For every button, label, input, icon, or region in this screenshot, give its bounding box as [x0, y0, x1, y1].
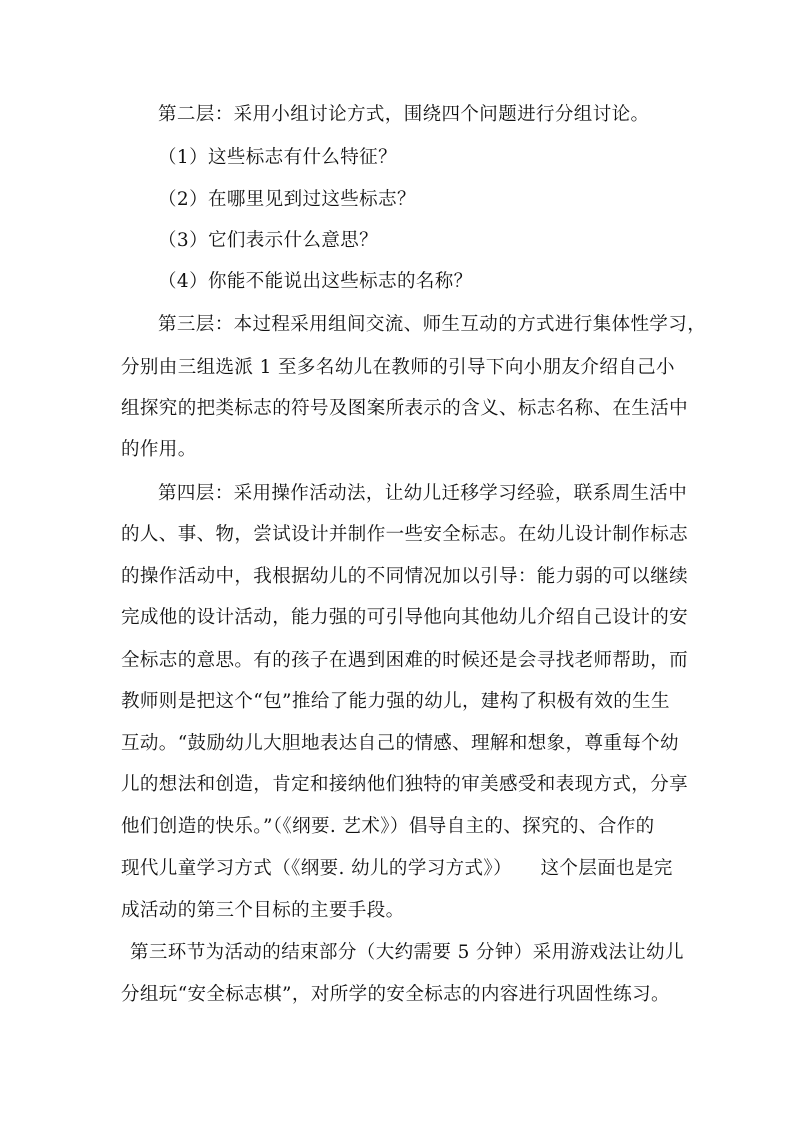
- paragraph-line: 第二层：采用小组讨论方式，围绕四个问题进行分组讨论。: [158, 104, 650, 125]
- paragraph-line: 现代儿童学习方式（《纲要. 幼儿的学习方式》） 这个层面也是完: [121, 858, 673, 879]
- paragraph-line: 互动。“鼓励幼儿大胆地表达自己的情感、理解和想象，尊重每个幼: [121, 733, 679, 754]
- list-item: （1）这些标志有什么特征？: [158, 147, 397, 168]
- paragraph-line: 的操作活动中，我根据幼儿的不同情况加以引导：能力弱的可以继续: [121, 566, 689, 587]
- paragraph-line: 分别由三组选派 1 至多名幼儿在教师的引导下向小朋友介绍自己小: [121, 357, 675, 378]
- list-item: （2）在哪里见到过这些标志？: [158, 189, 416, 210]
- paragraph-line: 全标志的意思。有的孩子在遇到困难的时候还是会寻找老师帮助，而: [121, 650, 689, 671]
- paragraph-line: 的人、事、物，尝试设计并制作一些安全标志。在幼儿设计制作标志: [121, 524, 689, 545]
- list-item: （4）你能不能说出这些标志的名称？: [158, 271, 473, 292]
- paragraph-line: 成活动的第三个目标的主要手段。: [121, 900, 405, 921]
- paragraph-line: 第三环节为活动的结束部分（大约需要 5 分钟）采用游戏法让幼儿: [130, 942, 684, 963]
- paragraph-line: 的作用。: [121, 439, 197, 460]
- paragraph-line: 分组玩“安全标志棋”，对所学的安全标志的内容进行巩固性练习。: [121, 984, 670, 1005]
- list-item: （3）它们表示什么意思？: [158, 230, 379, 251]
- paragraph-line: 教师则是把这个“包”推给了能力强的幼儿，建构了积极有效的生生: [121, 691, 670, 712]
- paragraph-line: 组探究的把类标志的符号及图案所表示的含义、标志名称、在生活中: [121, 398, 689, 419]
- paragraph-line: 第四层：采用操作活动法，让幼儿迁移学习经验，联系周生活中: [158, 483, 688, 504]
- paragraph-line: 完成他的设计活动，能力强的可引导他向其他幼儿介绍自己设计的安: [121, 607, 689, 628]
- paragraph-line: 儿的想法和创造，肯定和接纳他们独特的审美感受和表现方式，分享: [121, 774, 689, 795]
- paragraph-line: 他们创造的快乐。”（《纲要. 艺术》）倡导自主的、探究的、合作的: [121, 816, 655, 837]
- paragraph-line: 第三层：本过程采用组间交流、师生互动的方式进行集体性学习，: [158, 314, 707, 335]
